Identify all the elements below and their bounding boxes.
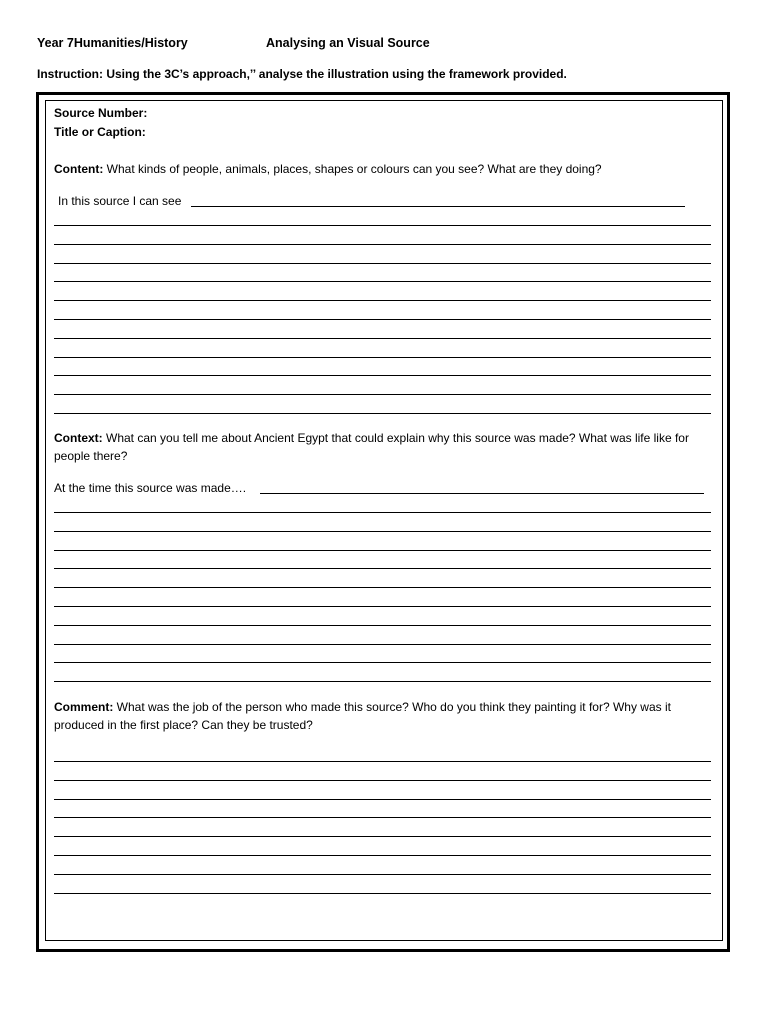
answer-line[interactable] [54, 568, 711, 569]
answer-line[interactable] [54, 244, 711, 245]
answer-line[interactable] [54, 338, 711, 339]
context-prompt-line[interactable] [260, 493, 704, 494]
content-question-text: What kinds of people, animals, places, shapes or colours can you see? What are they doing? [103, 162, 602, 176]
answer-line[interactable] [54, 357, 711, 358]
comment-label: Comment: [54, 700, 114, 714]
answer-line[interactable] [54, 394, 711, 395]
content-prompt: In this source I can see [58, 194, 182, 208]
instruction-text: Instruction: Using the 3C’s approach,’’ analyse the illustration using the framework provided. [37, 67, 567, 81]
answer-line[interactable] [54, 225, 711, 226]
answer-line[interactable] [54, 662, 711, 663]
context-label: Context: [54, 431, 103, 445]
answer-line[interactable] [54, 625, 711, 626]
source-number-label: Source Number: [54, 106, 148, 120]
answer-line[interactable] [54, 413, 711, 414]
content-label: Content: [54, 162, 104, 176]
worksheet-inner-border [45, 100, 723, 941]
answer-line[interactable] [54, 300, 711, 301]
answer-line[interactable] [54, 550, 711, 551]
context-question-text: What can you tell me about Ancient Egypt that could explain why this source was made? What was life like for people there? [54, 431, 689, 463]
answer-line[interactable] [54, 531, 711, 532]
comment-question-text: What was the job of the person who made this source? Who do you think they painting it for? Why was it produced in the first place? Can they be trusted? [54, 700, 671, 732]
answer-line[interactable] [54, 606, 711, 607]
content-prompt-line[interactable] [191, 206, 685, 207]
answer-line[interactable] [54, 761, 711, 762]
answer-line[interactable] [54, 855, 711, 856]
answer-line[interactable] [54, 281, 711, 282]
context-question [54, 429, 704, 465]
answer-line[interactable] [54, 874, 711, 875]
answer-line[interactable] [54, 681, 711, 682]
answer-line[interactable] [54, 817, 711, 818]
course-label: Year 7Humanities/History [37, 36, 188, 50]
worksheet-title: Analysing an Visual Source [266, 36, 430, 50]
title-caption-label: Title or Caption: [54, 125, 146, 139]
answer-line[interactable] [54, 587, 711, 588]
answer-line[interactable] [54, 799, 711, 800]
answer-line[interactable] [54, 644, 711, 645]
answer-line[interactable] [54, 780, 711, 781]
answer-line[interactable] [54, 263, 711, 264]
context-prompt: At the time this source was made…. [54, 481, 247, 495]
answer-line[interactable] [54, 375, 711, 376]
answer-line[interactable] [54, 319, 711, 320]
answer-line[interactable] [54, 893, 711, 894]
answer-line[interactable] [54, 836, 711, 837]
comment-question [54, 698, 704, 734]
answer-line[interactable] [54, 512, 711, 513]
content-question [54, 160, 602, 178]
